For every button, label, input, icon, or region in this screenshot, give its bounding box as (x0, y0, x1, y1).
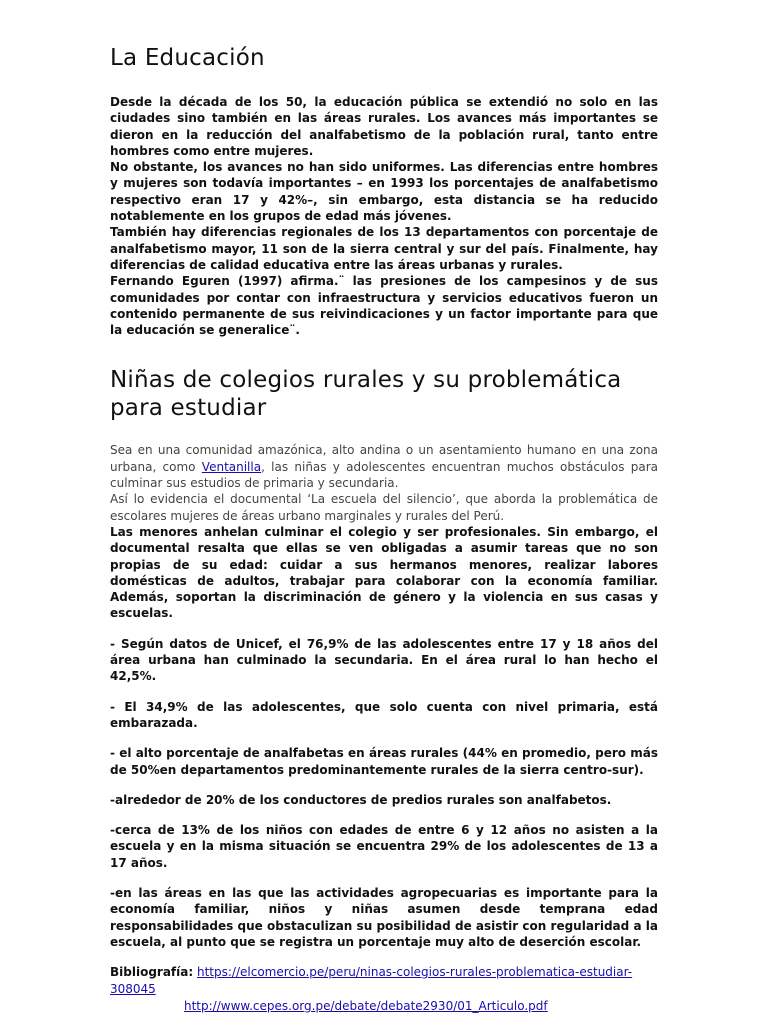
document-content (110, 42, 658, 1015)
section2-paragraph-2: Así lo evidencia el documental ‘La escuela del silencio’, que aborda la problemática de escolares mujeres de áreas urbano marginales y rurales del Perú. (110, 492, 658, 523)
section2-paragraph-3: Las menores anhelan culminar el colegio y ser profesionales. Sin embargo, el documental resalta que ellas se ven obligadas a asumir tareas que no son propias de su edad: cuidar a sus hermanos menores, realizar labores domésticas de adultos, trabajar para colaborar con la economía familiar. Además, soportan la discriminación de género y la violencia en sus casas y escuelas. (110, 524, 658, 621)
bibliography-link-cepes[interactable]: http://www.cepes.org.pe/debate/debate2930/01_Articulo.pdf (184, 999, 548, 1014)
bibliography (110, 964, 658, 1015)
section1-paragraph: Desde la década de los 50, la educación pública se extendió no solo en las ciudades sino también en las áreas rurales. Los avances más importantes se dieron en la reducción del analfabetismo de la población rural, tanto entre hombres como entre mujeres. (110, 95, 658, 158)
bibliography-label: Bibliografía: (110, 965, 194, 980)
statistic-item: - El 34,9% de las adolescentes, que solo cuenta con nivel primaria, está embarazada. (110, 699, 658, 730)
section1-title: La Educación (110, 45, 265, 71)
section1-paragraph: También hay diferencias regionales de los 13 departamentos con porcentaje de analfabetismo mayor, 11 son de la sierra central y sur del país. Finalmente, hay diferencias de calidad educativa entre las áreas urbanas y rurales. (110, 225, 658, 272)
statistic-item: -alrededor de 20% de los conductores de predios rurales son analfabetos. (110, 792, 612, 807)
statistic-item: - el alto porcentaje de analfabetas en áreas rurales (44% en promedio, pero más de 50%en departamentos predominantemente rurales de la sierra centro-sur). (110, 746, 658, 777)
section2-intro (110, 442, 658, 491)
intro-text-after: , las niñas y adolescentes encuentran muchos obstáculos para culminar sus estudios de primaria y secundaria. (110, 459, 658, 491)
statistic-item: - Según datos de Unicef, el 76,9% de las adolescentes entre 17 y 18 años del área urbana han culminado la secundaria. En el área rural lo han hecho el 42,5%. (110, 636, 658, 684)
section1-body (110, 94, 658, 338)
statistic-item: -en las áreas en las que las actividades agropecuarias es importante para la economía familiar, niños y niñas asumen desde temprana edad responsabilidades que obstaculizan su posibilidad de asistir con regularidad a la escuela, al punto que se registra un porcentaje muy alto de deserción escolar. (110, 885, 658, 949)
bibliography-link-elcomercio[interactable]: https://elcomercio.pe/peru/ninas-colegios-rurales-problematica-estudiar-308045 (110, 965, 633, 997)
section1-paragraph: No obstante, los avances no han sido uniformes. Las diferencias entre hombres y mujeres son todavía importantes – en 1993 los porcentajes de analfabetismo respectivo eran 17 y 42%–, sin embargo, esta distancia se ha reducido notablemente en los grupos de edad más jóvenes. (110, 160, 658, 224)
intro-text-before: Sea en una comunidad amazónica, alto andina o un asentamiento humano en una zona urbana, como (110, 443, 658, 474)
statistic-item: -cerca de 13% de los niños con edades de entre 6 y 12 años no asisten a la escuela y en la misma situación se encuentra 29% de los adolescentes de 13 a 17 años. (110, 823, 658, 870)
section2-title: Niñas de colegios rurales y su problemática para estudiar (110, 367, 622, 422)
section1-paragraph: Fernando Eguren (1997) afirma.¨ las presiones de los campesinos y de sus comunidades por contar con infraestructura y servicios educativos fueron un contenido permanente de sus reivindicaciones y un factor importante para que la educación se generalice¨. (110, 274, 658, 338)
ventanilla-link[interactable]: Ventanilla (201, 459, 262, 474)
